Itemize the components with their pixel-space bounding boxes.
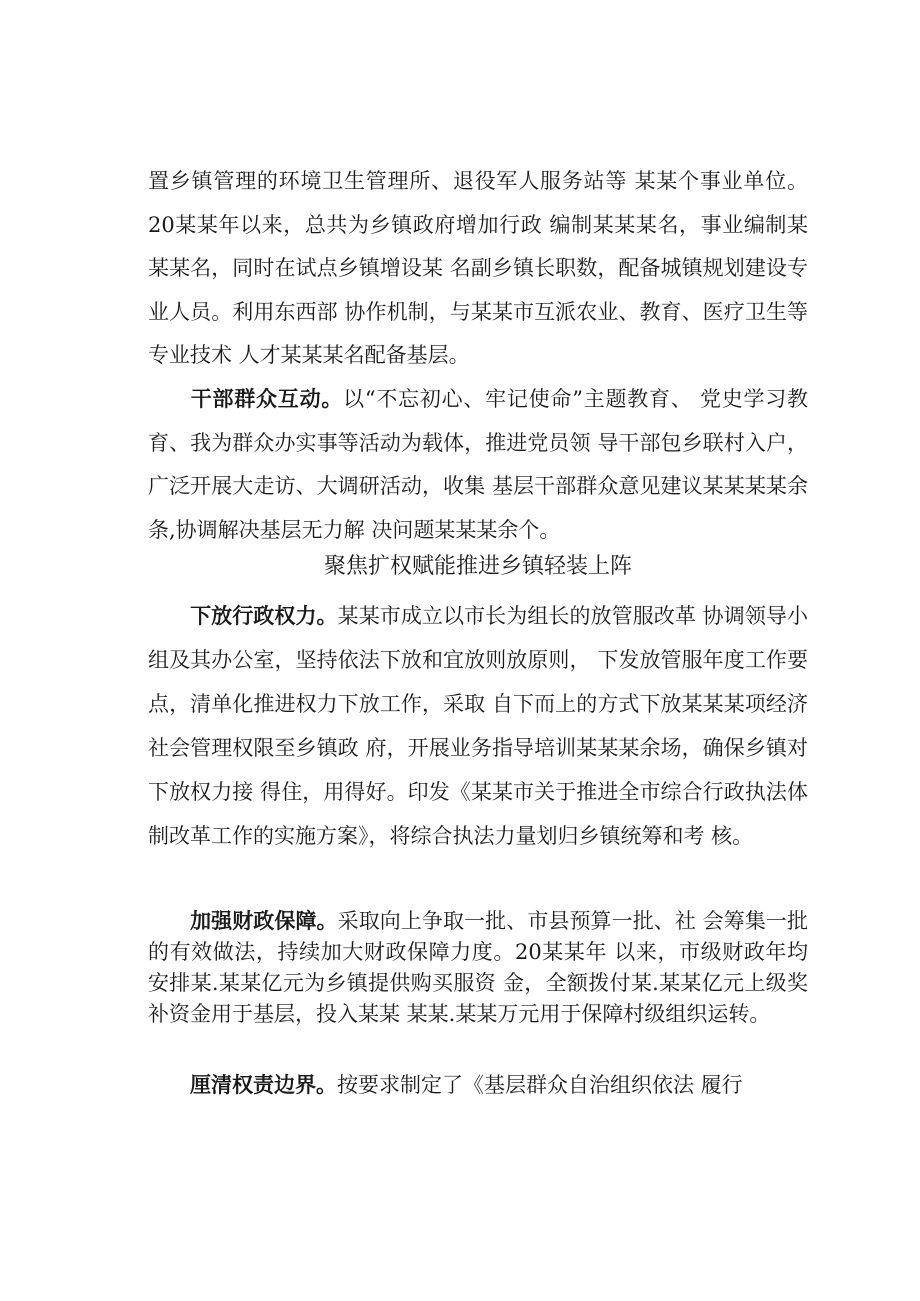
paragraph-4-lead: 加强财政保障。 [190,908,338,933]
paragraph-3 [148,594,808,858]
paragraph-5-body: 按要求制定了《基层群众自治组织依法 履行 [337,1073,743,1097]
paragraph-4 [148,905,808,1030]
paragraph-2-lead: 干部群众互动。 [190,386,344,411]
paragraph-3-lead: 下放行政权力。 [190,603,338,628]
paragraph-2-body: 以“不忘初心、牢记使命”主题教育、 党史学习教育、我为群众办实事等活动为载体，推进党员领 导干部包乡联村入户，广泛开展大走访、大调研活动，收集 基层干部群众意见建议某某某某余条,协调解决基层无力解 决问题某某某余个。 [148,387,808,542]
paragraph-5 [148,1068,808,1102]
section-heading: 聚焦扩权赋能推进乡镇轻装上阵 [323,554,632,579]
paragraph-3-body: 某某市成立以市长为组长的放管服改革 协调领导小组及其办公室，坚持依法下放和宜放则放原则， 下发放管服年度工作要点，清单化推进权力下放工作，采取 自下而上的方式下放某某某项经济社会管理权限至乡镇政 府，开展业务指导培训某某某余场，确保乡镇对下放权力接 得住，用得好。印发《某某市关于推进全市综合行政执法体 制改革工作的实施方案》，将综合执法力量划归乡镇统筹和考 核。 [148,604,808,848]
paragraph-1 [148,160,808,378]
paragraph-4-body: 采取向上争取一批、市县预算一批、社 会筹集一批的有效做法，持续加大财政保障力度。20某某年 以来，市级财政年均安排某.某某亿元为乡镇提供购买服资 金，全额拨付某.某某亿元上级奖补资金用于基层，投入某某 某某.某某万元用于保障村级组织运转。 [148,909,808,1026]
paragraph-2 [148,377,808,552]
paragraph-1-text: 置乡镇管理的环境卫生管理所、退役军人服务站等 某某个事业单位。20某某年以来，总共为乡镇政府增加行政 编制某某某名，事业编制某某某名，同时在试点乡镇增设某 名副乡镇长职数，配备城镇规划建设专业人员。利用东西部 协作机制，与某某市互派农业、教育、医疗卫生等专业技术 人才某某某名配备基层。 [148,169,808,367]
paragraph-5-lead: 厘清权责边界。 [190,1072,337,1097]
